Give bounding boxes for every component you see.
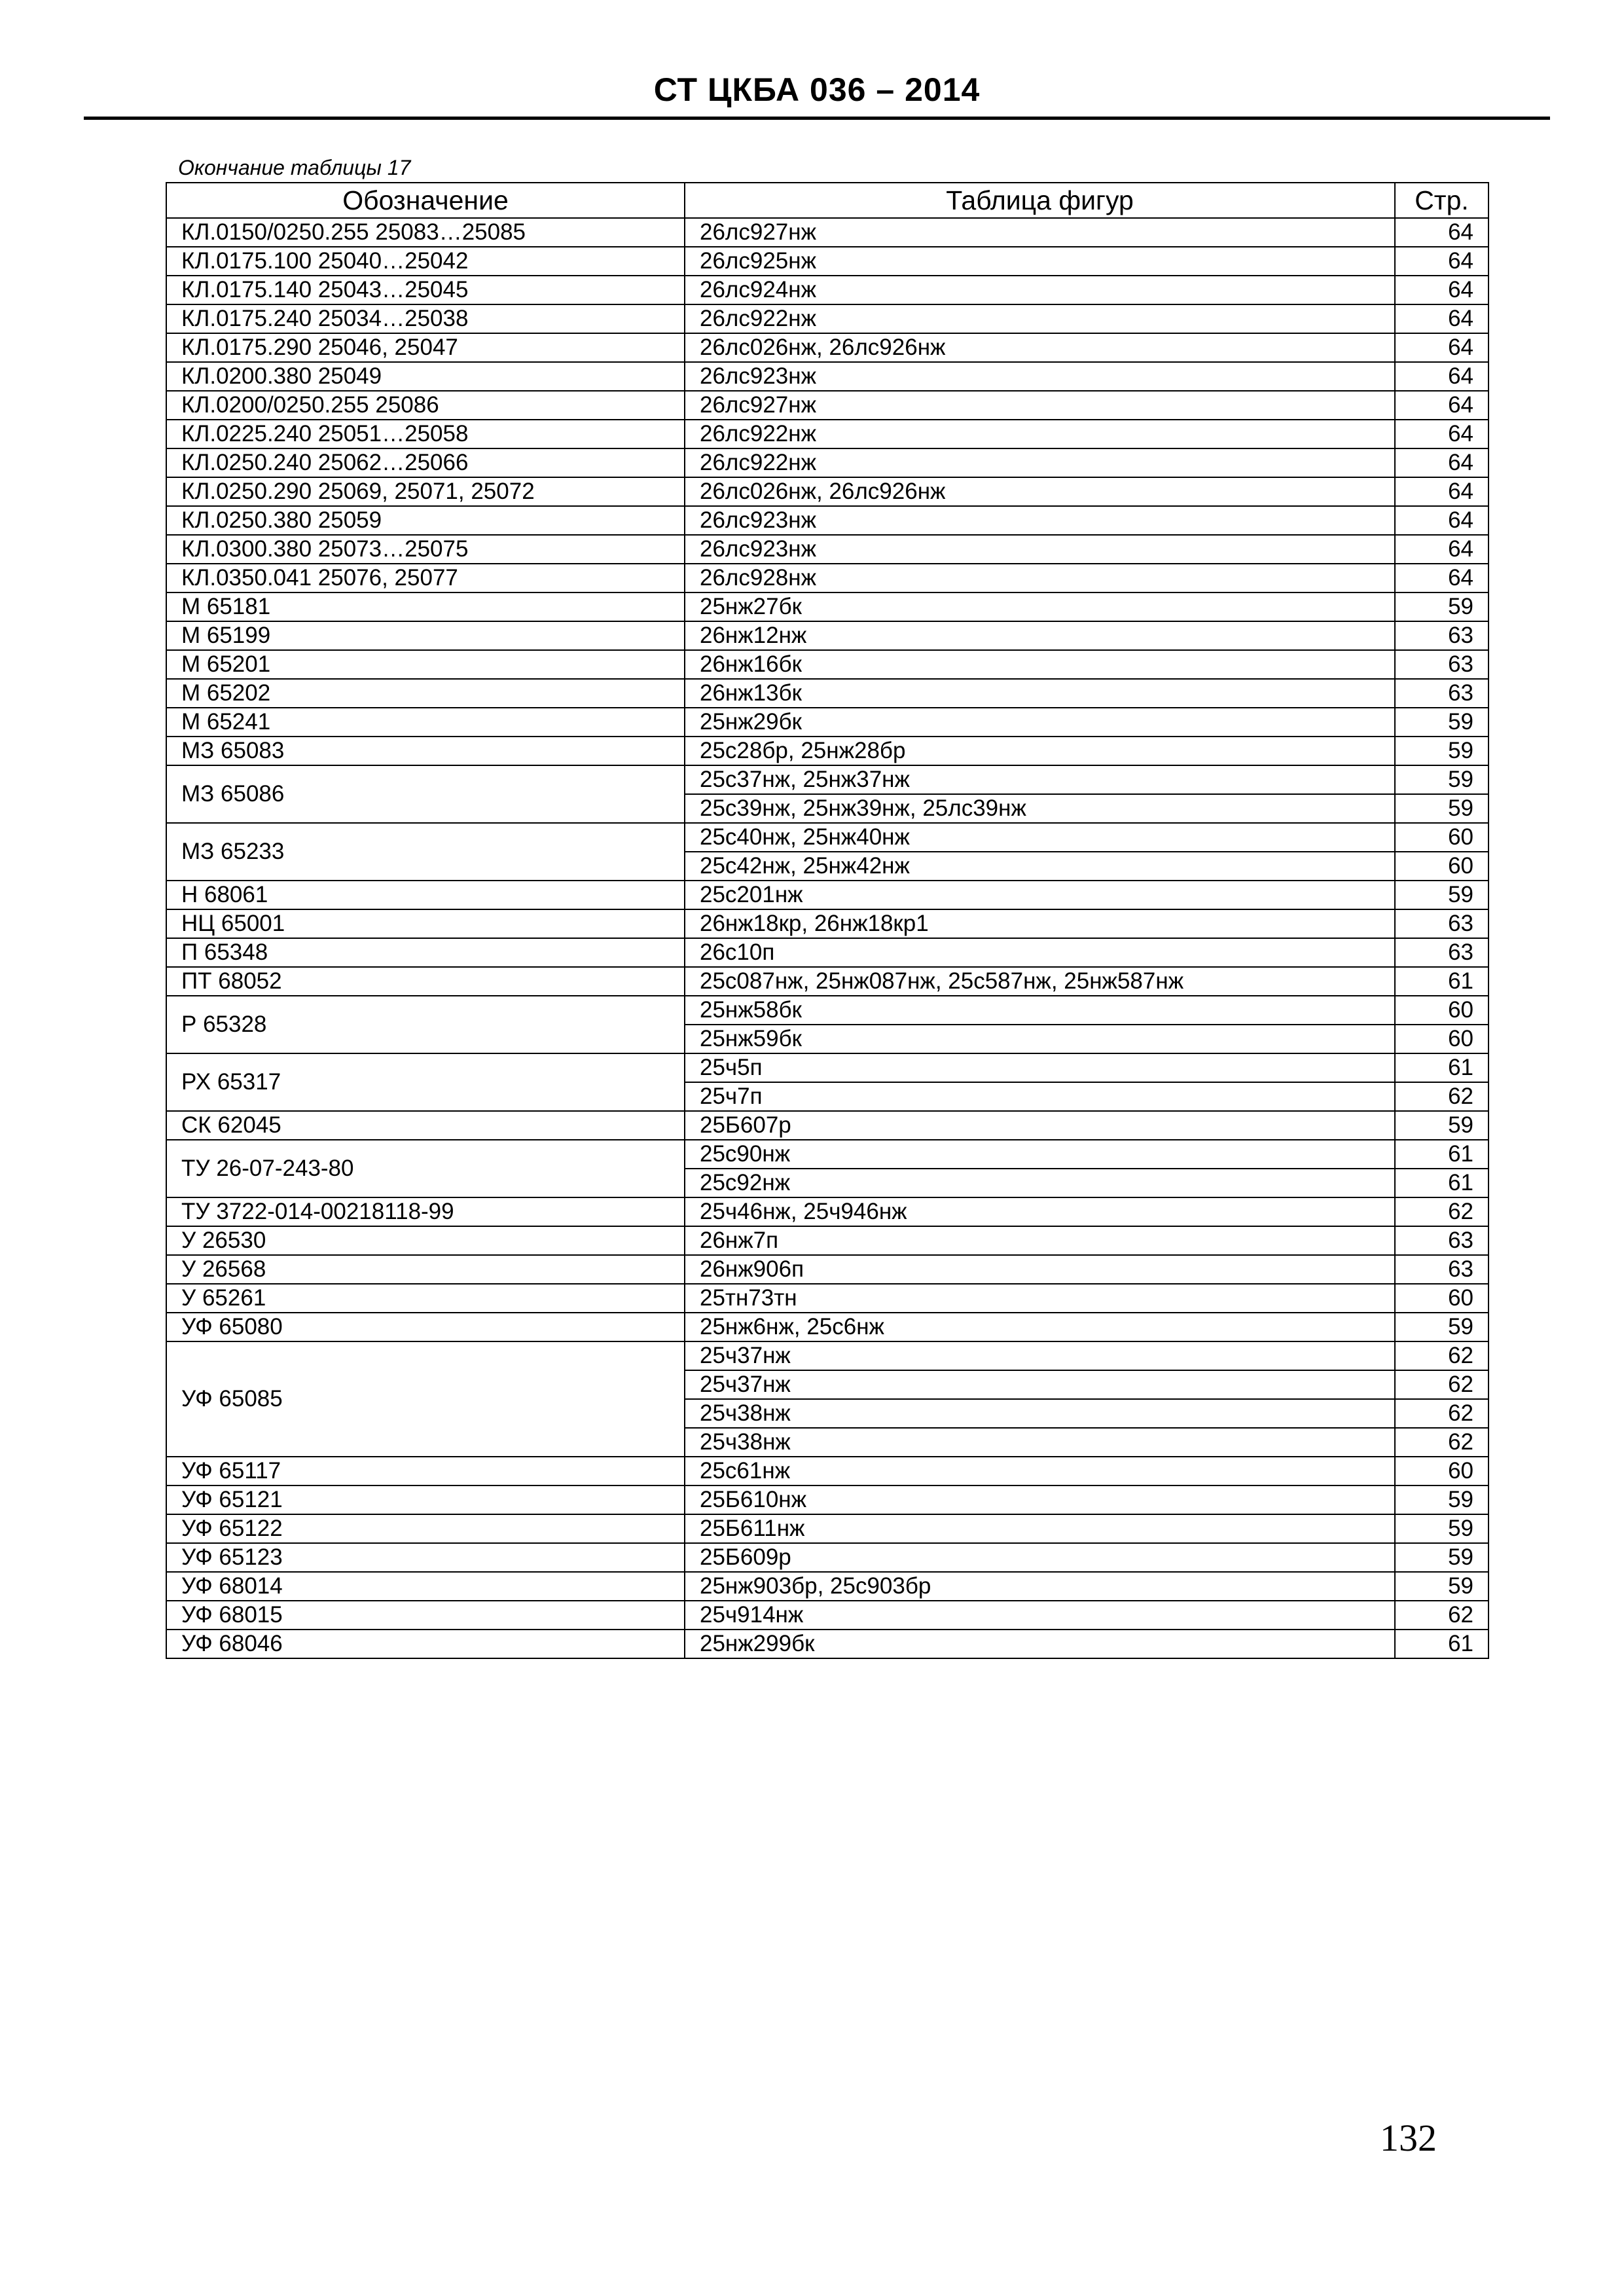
cell-page: 63 bbox=[1395, 650, 1489, 679]
cell-figure: 25с90нж bbox=[685, 1140, 1395, 1169]
table-row bbox=[166, 1457, 1489, 1485]
cell-designation: Р 65328 bbox=[166, 996, 685, 1053]
table-row bbox=[166, 1140, 1489, 1169]
cell-page: 64 bbox=[1395, 391, 1489, 420]
column-header-page: Стр. bbox=[1395, 183, 1489, 218]
table-row bbox=[166, 708, 1489, 737]
table-row bbox=[166, 1543, 1489, 1572]
cell-designation: УФ 65121 bbox=[166, 1485, 685, 1514]
cell-designation: КЛ.0350.041 25076, 25077 bbox=[166, 564, 685, 592]
table-row bbox=[166, 1572, 1489, 1601]
cell-page: 64 bbox=[1395, 448, 1489, 477]
cell-designation: КЛ.0300.380 25073…25075 bbox=[166, 535, 685, 564]
table-row bbox=[166, 1053, 1489, 1082]
cell-designation: РХ 65317 bbox=[166, 1053, 685, 1111]
cell-figure: 26лс928нж bbox=[685, 564, 1395, 592]
cell-figure: 26с10п bbox=[685, 938, 1395, 967]
cell-figure: 26лс922нж bbox=[685, 420, 1395, 448]
cell-page: 62 bbox=[1395, 1197, 1489, 1226]
table-row bbox=[166, 247, 1489, 276]
cell-page: 60 bbox=[1395, 852, 1489, 881]
table-row bbox=[166, 1284, 1489, 1313]
cell-figure: 25ч38нж bbox=[685, 1428, 1395, 1457]
cell-figure: 25нж6нж, 25с6нж bbox=[685, 1313, 1395, 1341]
table-row bbox=[166, 967, 1489, 996]
cell-page: 64 bbox=[1395, 333, 1489, 362]
cell-page: 63 bbox=[1395, 1255, 1489, 1284]
cell-page: 61 bbox=[1395, 1630, 1489, 1658]
cell-designation: КЛ.0175.140 25043…25045 bbox=[166, 276, 685, 304]
cell-designation: УФ 65085 bbox=[166, 1341, 685, 1457]
cell-page: 64 bbox=[1395, 276, 1489, 304]
cell-page: 59 bbox=[1395, 1514, 1489, 1543]
table-row bbox=[166, 1601, 1489, 1630]
cell-figure: 26нж7п bbox=[685, 1226, 1395, 1255]
cell-page: 63 bbox=[1395, 1226, 1489, 1255]
cell-designation: УФ 68046 bbox=[166, 1630, 685, 1658]
cell-designation: УФ 65117 bbox=[166, 1457, 685, 1485]
cell-page: 62 bbox=[1395, 1370, 1489, 1399]
cell-page: 59 bbox=[1395, 708, 1489, 737]
cell-figure: 25ч46нж, 25ч946нж bbox=[685, 1197, 1395, 1226]
cell-designation: КЛ.0250.240 25062…25066 bbox=[166, 448, 685, 477]
cell-page: 60 bbox=[1395, 1457, 1489, 1485]
cell-page: 59 bbox=[1395, 1543, 1489, 1572]
table-row bbox=[166, 737, 1489, 765]
table-row bbox=[166, 420, 1489, 448]
cell-figure: 25тн73тн bbox=[685, 1284, 1395, 1313]
table-row bbox=[166, 506, 1489, 535]
cell-figure: 25с37нж, 25нж37нж bbox=[685, 765, 1395, 794]
table-row bbox=[166, 621, 1489, 650]
cell-page: 63 bbox=[1395, 909, 1489, 938]
table-body bbox=[166, 218, 1489, 1658]
table-row bbox=[166, 1313, 1489, 1341]
cell-figure: 26нж13бк bbox=[685, 679, 1395, 708]
column-header-figures: Таблица фигур bbox=[685, 183, 1395, 218]
cell-page: 60 bbox=[1395, 1025, 1489, 1053]
cell-page: 59 bbox=[1395, 1485, 1489, 1514]
cell-figure: 25с28бр, 25нж28бр bbox=[685, 737, 1395, 765]
cell-figure: 25Б610нж bbox=[685, 1485, 1395, 1514]
table-row bbox=[166, 996, 1489, 1025]
column-header-designation: Обозначение bbox=[166, 183, 685, 218]
cell-designation: МЗ 65086 bbox=[166, 765, 685, 823]
cell-page: 61 bbox=[1395, 1053, 1489, 1082]
table-row bbox=[166, 1341, 1489, 1370]
cell-figure: 26нж16бк bbox=[685, 650, 1395, 679]
cell-designation: У 65261 bbox=[166, 1284, 685, 1313]
table-row bbox=[166, 362, 1489, 391]
document-title: СТ ЦКБА 036 – 2014 bbox=[653, 71, 981, 108]
cell-designation: КЛ.0175.290 25046, 25047 bbox=[166, 333, 685, 362]
cell-figure: 26лс923нж bbox=[685, 535, 1395, 564]
cell-page: 64 bbox=[1395, 247, 1489, 276]
cell-figure: 25с40нж, 25нж40нж bbox=[685, 823, 1395, 852]
cell-page: 60 bbox=[1395, 823, 1489, 852]
cell-figure: 25нж29бк bbox=[685, 708, 1395, 737]
cell-page: 64 bbox=[1395, 564, 1489, 592]
cell-designation: М 65199 bbox=[166, 621, 685, 650]
cell-page: 60 bbox=[1395, 1284, 1489, 1313]
cell-figure: 25нж59бк bbox=[685, 1025, 1395, 1053]
cell-designation: СК 62045 bbox=[166, 1111, 685, 1140]
table-row bbox=[166, 765, 1489, 794]
cell-figure: 25ч7п bbox=[685, 1082, 1395, 1111]
table-row bbox=[166, 333, 1489, 362]
cell-page: 62 bbox=[1395, 1399, 1489, 1428]
cell-designation: КЛ.0225.240 25051…25058 bbox=[166, 420, 685, 448]
cell-designation: М 65241 bbox=[166, 708, 685, 737]
cell-page: 59 bbox=[1395, 737, 1489, 765]
cell-designation: М 65181 bbox=[166, 592, 685, 621]
header-rule bbox=[84, 117, 1550, 120]
table-row bbox=[166, 909, 1489, 938]
cell-page: 64 bbox=[1395, 420, 1489, 448]
cell-figure: 25с201нж bbox=[685, 881, 1395, 909]
cell-page: 64 bbox=[1395, 535, 1489, 564]
cell-page: 59 bbox=[1395, 765, 1489, 794]
table-caption: Окончание таблицы 17 bbox=[178, 156, 411, 179]
figures-table bbox=[166, 182, 1489, 1659]
cell-page: 62 bbox=[1395, 1601, 1489, 1630]
table-row bbox=[166, 1197, 1489, 1226]
cell-figure: 25Б611нж bbox=[685, 1514, 1395, 1543]
cell-page: 59 bbox=[1395, 881, 1489, 909]
cell-page: 63 bbox=[1395, 621, 1489, 650]
cell-designation: ПТ 68052 bbox=[166, 967, 685, 996]
cell-figure: 26лс922нж bbox=[685, 448, 1395, 477]
cell-figure: 25с39нж, 25нж39нж, 25лс39нж bbox=[685, 794, 1395, 823]
cell-page: 61 bbox=[1395, 1169, 1489, 1197]
cell-figure: 26лс923нж bbox=[685, 362, 1395, 391]
table-row bbox=[166, 218, 1489, 247]
cell-figure: 25ч5п bbox=[685, 1053, 1395, 1082]
cell-page: 61 bbox=[1395, 967, 1489, 996]
cell-designation: КЛ.0200.380 25049 bbox=[166, 362, 685, 391]
cell-page: 59 bbox=[1395, 1111, 1489, 1140]
cell-designation: УФ 65080 bbox=[166, 1313, 685, 1341]
table-row bbox=[166, 535, 1489, 564]
table-row bbox=[166, 391, 1489, 420]
table-header-row bbox=[166, 183, 1489, 218]
cell-page: 59 bbox=[1395, 592, 1489, 621]
cell-page: 60 bbox=[1395, 996, 1489, 1025]
cell-page: 63 bbox=[1395, 938, 1489, 967]
cell-figure: 25Б609р bbox=[685, 1543, 1395, 1572]
cell-page: 61 bbox=[1395, 1140, 1489, 1169]
cell-figure: 25нж299бк bbox=[685, 1630, 1395, 1658]
cell-designation: М 65201 bbox=[166, 650, 685, 679]
cell-figure: 25с61нж bbox=[685, 1457, 1395, 1485]
cell-page: 59 bbox=[1395, 1313, 1489, 1341]
cell-designation: КЛ.0250.380 25059 bbox=[166, 506, 685, 535]
cell-designation: УФ 65123 bbox=[166, 1543, 685, 1572]
cell-designation: ТУ 26-07-243-80 bbox=[166, 1140, 685, 1197]
cell-page: 63 bbox=[1395, 679, 1489, 708]
table-row bbox=[166, 938, 1489, 967]
cell-figure: 26лс927нж bbox=[685, 391, 1395, 420]
cell-designation: УФ 68015 bbox=[166, 1601, 685, 1630]
cell-figure: 26лс923нж bbox=[685, 506, 1395, 535]
table-row bbox=[166, 304, 1489, 333]
cell-figure: 26лс922нж bbox=[685, 304, 1395, 333]
cell-figure: 25нж903бр, 25с903бр bbox=[685, 1572, 1395, 1601]
table-row bbox=[166, 1630, 1489, 1658]
cell-designation: КЛ.0200/0250.255 25086 bbox=[166, 391, 685, 420]
cell-designation: П 65348 bbox=[166, 938, 685, 967]
cell-page: 64 bbox=[1395, 362, 1489, 391]
cell-designation: МЗ 65083 bbox=[166, 737, 685, 765]
table-row bbox=[166, 679, 1489, 708]
table-row bbox=[166, 1226, 1489, 1255]
table-row bbox=[166, 448, 1489, 477]
table-row bbox=[166, 477, 1489, 506]
table-row bbox=[166, 1485, 1489, 1514]
cell-page: 59 bbox=[1395, 1572, 1489, 1601]
cell-figure: 25нж27бк bbox=[685, 592, 1395, 621]
cell-page: 64 bbox=[1395, 304, 1489, 333]
cell-figure: 26нж12нж bbox=[685, 621, 1395, 650]
table-row bbox=[166, 650, 1489, 679]
cell-designation: М 65202 bbox=[166, 679, 685, 708]
cell-figure: 26нж18кр, 26нж18кр1 bbox=[685, 909, 1395, 938]
table-row bbox=[166, 823, 1489, 852]
cell-designation: УФ 65122 bbox=[166, 1514, 685, 1543]
cell-figure: 25ч37нж bbox=[685, 1341, 1395, 1370]
cell-page: 64 bbox=[1395, 218, 1489, 247]
cell-figure: 26нж906п bbox=[685, 1255, 1395, 1284]
cell-figure: 26лс925нж bbox=[685, 247, 1395, 276]
cell-page: 59 bbox=[1395, 794, 1489, 823]
cell-figure: 25с087нж, 25нж087нж, 25с587нж, 25нж587нж bbox=[685, 967, 1395, 996]
cell-figure: 25ч914нж bbox=[685, 1601, 1395, 1630]
cell-page: 62 bbox=[1395, 1341, 1489, 1370]
cell-figure: 25ч37нж bbox=[685, 1370, 1395, 1399]
cell-page: 64 bbox=[1395, 477, 1489, 506]
cell-figure: 25ч38нж bbox=[685, 1399, 1395, 1428]
cell-figure: 25Б607р bbox=[685, 1111, 1395, 1140]
table-row bbox=[166, 1514, 1489, 1543]
cell-designation: КЛ.0150/0250.255 25083…25085 bbox=[166, 218, 685, 247]
cell-designation: ТУ 3722-014-00218118-99 bbox=[166, 1197, 685, 1226]
table-row bbox=[166, 1111, 1489, 1140]
cell-designation: Н 68061 bbox=[166, 881, 685, 909]
cell-designation: КЛ.0175.240 25034…25038 bbox=[166, 304, 685, 333]
table-row bbox=[166, 592, 1489, 621]
cell-page: 62 bbox=[1395, 1428, 1489, 1457]
table-row bbox=[166, 564, 1489, 592]
table-row bbox=[166, 1255, 1489, 1284]
cell-designation: УФ 68014 bbox=[166, 1572, 685, 1601]
cell-page: 64 bbox=[1395, 506, 1489, 535]
cell-designation: МЗ 65233 bbox=[166, 823, 685, 881]
cell-page: 62 bbox=[1395, 1082, 1489, 1111]
cell-figure: 26лс927нж bbox=[685, 218, 1395, 247]
page-number: 132 bbox=[1380, 2117, 1437, 2159]
cell-designation: КЛ.0250.290 25069, 25071, 25072 bbox=[166, 477, 685, 506]
cell-figure: 25нж58бк bbox=[685, 996, 1395, 1025]
cell-designation: КЛ.0175.100 25040…25042 bbox=[166, 247, 685, 276]
cell-figure: 25с42нж, 25нж42нж bbox=[685, 852, 1395, 881]
table-row bbox=[166, 276, 1489, 304]
table-row bbox=[166, 881, 1489, 909]
cell-figure: 26лс026нж, 26лс926нж bbox=[685, 333, 1395, 362]
cell-figure: 25с92нж bbox=[685, 1169, 1395, 1197]
cell-designation: У 26530 bbox=[166, 1226, 685, 1255]
cell-figure: 26лс924нж bbox=[685, 276, 1395, 304]
cell-figure: 26лс026нж, 26лс926нж bbox=[685, 477, 1395, 506]
cell-designation: НЦ 65001 bbox=[166, 909, 685, 938]
cell-designation: У 26568 bbox=[166, 1255, 685, 1284]
